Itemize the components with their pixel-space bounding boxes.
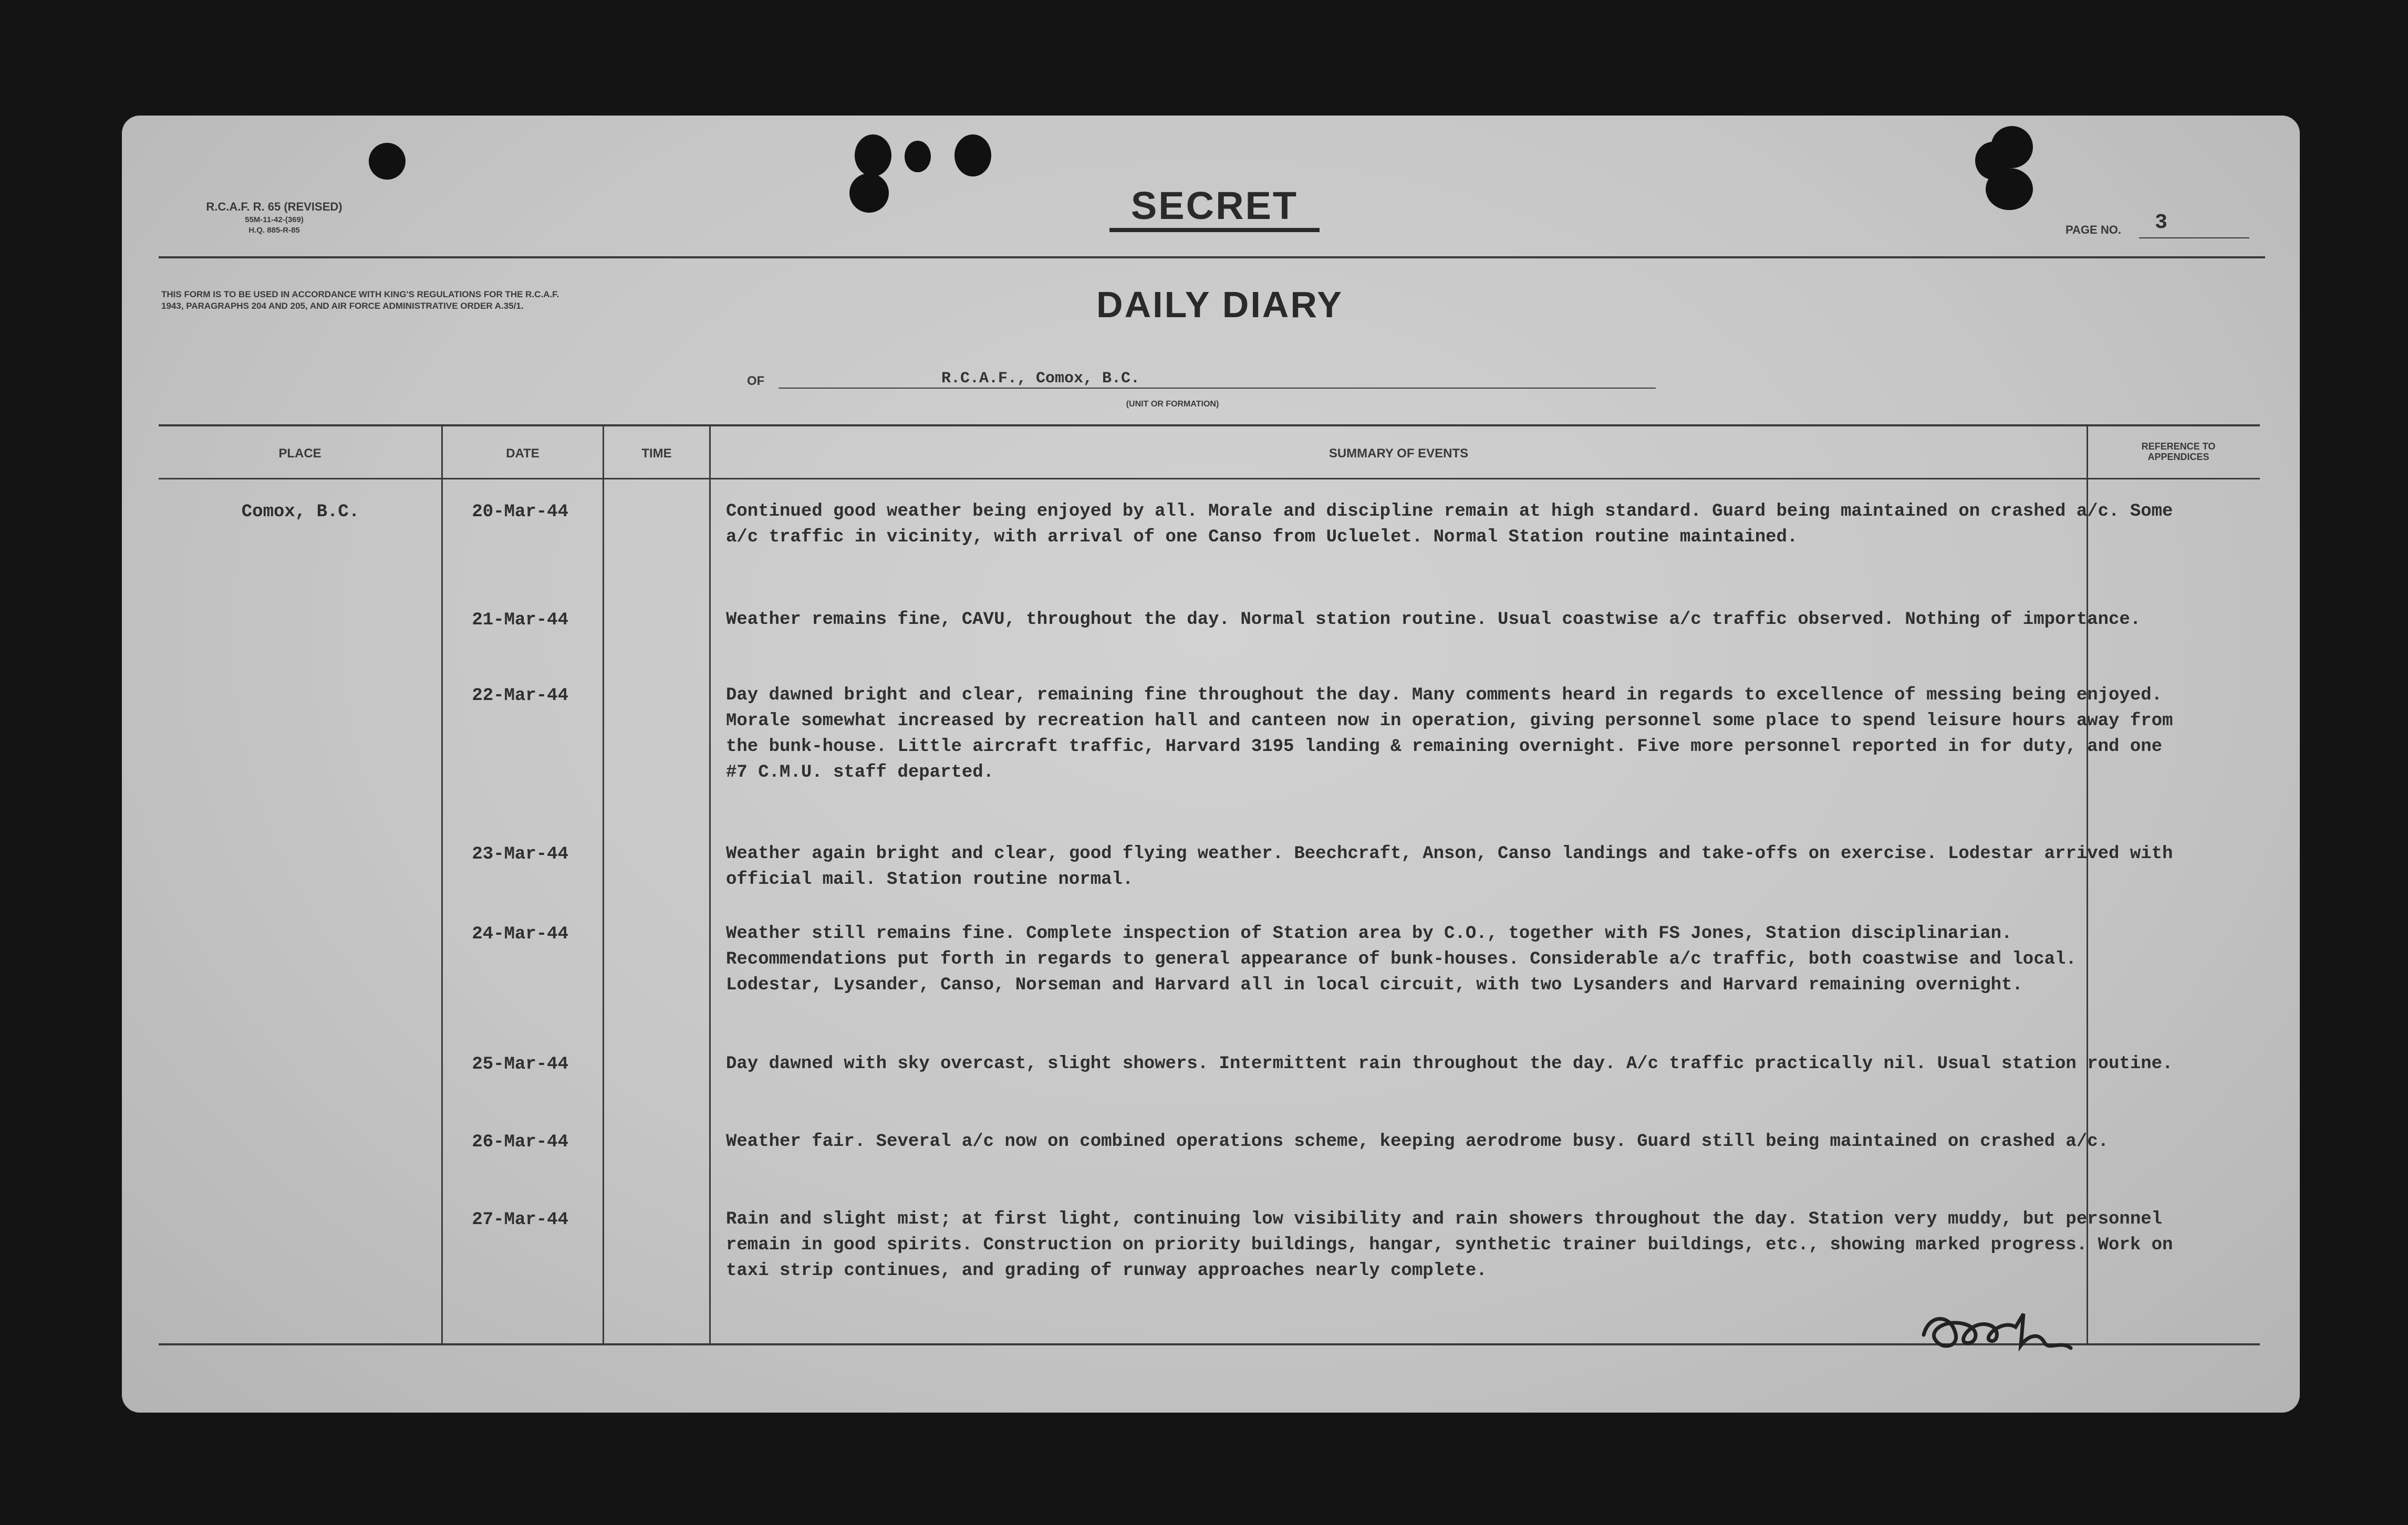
punch-hole bbox=[1986, 168, 2033, 210]
entry-text: Continued good weather being enjoyed by all. Morale and discipline remain at high standard. Guard being maintained on crashed a/c. Some a/c traffic in vicinity, with arrival of one Canso from Ucluelet. Normal Station routine maintained. bbox=[726, 502, 2173, 547]
form-code: 55M-11-42-(369) bbox=[245, 215, 304, 224]
entry-text: Weather fair. Several a/c now on combined operations scheme, keeping aerodrome busy. Guard still being maintained on crashed a/c. bbox=[726, 1132, 2109, 1152]
unit-label: OF bbox=[747, 374, 765, 388]
page-title: DAILY DIARY bbox=[1096, 284, 1343, 325]
punch-hole bbox=[855, 134, 891, 176]
entry-date: 22-Mar-44 bbox=[472, 686, 568, 706]
form-code: H.Q. 885-R-85 bbox=[248, 226, 300, 235]
form-instructions: THIS FORM IS TO BE USED IN ACCORDANCE WITH KING'S REGULATIONS FOR THE R.C.A.F. 1943, PARAGRAPHS 204 AND 205, AND AIR FORCE ADMINISTRATIVE ORDER A.35/1. bbox=[161, 289, 559, 311]
punch-hole bbox=[1991, 126, 2033, 168]
form-number: R.C.A.F. R. 65 (REVISED) bbox=[206, 200, 342, 213]
unit-value: R.C.A.F., Comox, B.C. bbox=[941, 370, 1140, 388]
place-value: Comox, B.C. bbox=[241, 502, 360, 522]
column-divider bbox=[603, 425, 604, 1344]
column-header-place: PLACE bbox=[278, 446, 321, 461]
table-top-border bbox=[159, 424, 2260, 426]
entry-text: Weather again bright and clear, good flying weather. Beechcraft, Anson, Canso landings and take-offs on exercise. Lodestar arrived with official mail. Station routine normal. bbox=[726, 844, 2173, 890]
entry-text: Weather still remains fine. Complete inspection of Station area by C.O., together with FS Jones, Station disciplinarian. Recommendations put forth in regards to general appearance of bunk-houses. Considerable a/c traffic, both coastwise and local. Lodestar, Lysander, Canso, Norseman and Harvard all in local circuit, with two Lysanders and Harvard remaining overnight. bbox=[726, 924, 2077, 995]
page-number-label: PAGE NO. bbox=[2066, 223, 2121, 236]
entry-date: 24-Mar-44 bbox=[472, 924, 568, 944]
column-header-reference: REFERENCE TO APPENDICES bbox=[2141, 441, 2216, 462]
column-header-time: TIME bbox=[641, 446, 672, 461]
entry-date: 23-Mar-44 bbox=[472, 844, 568, 864]
unit-line bbox=[779, 388, 1656, 389]
punch-hole bbox=[369, 143, 406, 180]
entry-date: 20-Mar-44 bbox=[472, 502, 568, 522]
entry-date: 21-Mar-44 bbox=[472, 610, 568, 630]
punch-hole bbox=[954, 134, 991, 176]
diary-page bbox=[122, 116, 2300, 1413]
punch-hole bbox=[849, 173, 889, 213]
entry-text: Weather remains fine, CAVU, throughout the day. Normal station routine. Usual coastwise a/c traffic observed. Nothing of importance. bbox=[726, 610, 2141, 630]
column-divider bbox=[441, 425, 443, 1344]
column-header-summary: SUMMARY OF EVENTS bbox=[1328, 446, 1469, 461]
classification-heading: SECRET bbox=[1109, 184, 1320, 232]
entry-date: 27-Mar-44 bbox=[472, 1210, 568, 1230]
column-header-date: DATE bbox=[506, 446, 539, 461]
page-number-line bbox=[2139, 237, 2249, 238]
entry-date: 25-Mar-44 bbox=[472, 1054, 568, 1074]
column-divider bbox=[709, 425, 711, 1344]
punch-hole bbox=[905, 141, 931, 172]
entry-date: 26-Mar-44 bbox=[472, 1132, 568, 1152]
header-divider bbox=[159, 256, 2265, 258]
entry-text: Day dawned with sky overcast, slight showers. Intermittent rain throughout the day. A/c traffic practically nil. Usual station routine. bbox=[726, 1054, 2173, 1074]
signature-mark bbox=[1918, 1303, 2076, 1361]
entry-text: Day dawned bright and clear, remaining fine throughout the day. Many comments heard in regards to excellence of messing being enjoyed. Morale somewhat increased by recreation hall and canteen now in operation, giving personnel some place to spend leisure hours away from the bunk-house. Little aircraft traffic, Harvard 3195 landing & remaining overnight. Five more personnel reported in for duty, and one #7 C.M.U. staff departed. bbox=[726, 685, 2173, 782]
page-number: 3 bbox=[2155, 211, 2168, 235]
table-header-border bbox=[159, 478, 2260, 479]
unit-caption: (UNIT OR FORMATION) bbox=[1126, 400, 1219, 409]
entry-text: Rain and slight mist; at first light, continuing low visibility and rain showers throughout the day. Station very muddy, but personnel remain in good spirits. Construction on priority buildings, hangar, synthetic trainer buildings, etc., showing marked progress. Work on taxi strip continues, and grading of runway approaches nearly complete. bbox=[726, 1209, 2173, 1281]
